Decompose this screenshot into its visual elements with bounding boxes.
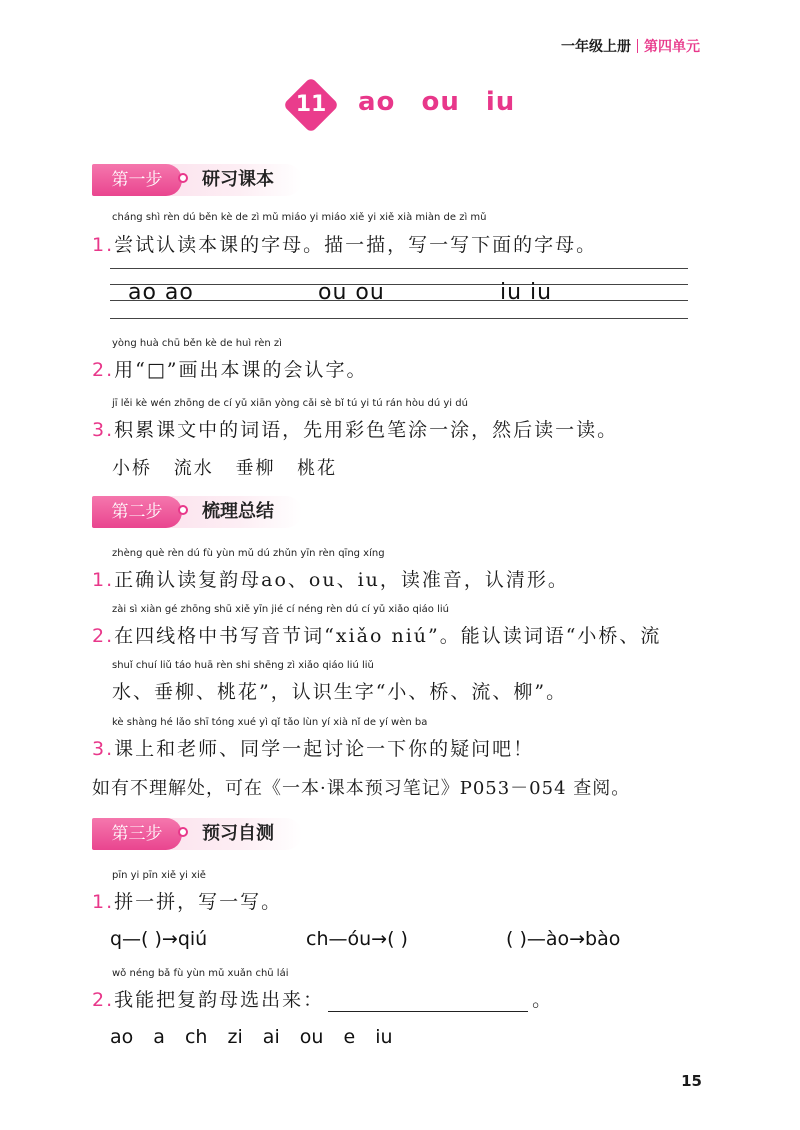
write-iu: iu iu <box>500 280 553 305</box>
pinyin-s3q1: pīn yi pīn xiě yi xiě <box>112 870 206 881</box>
spell-item-3: ( )—ào→bào <box>506 928 621 950</box>
question-number: 1. <box>92 234 115 256</box>
header-divider <box>637 39 638 53</box>
pinyin-s1q3: jī lěi kè wén zhōng de cí yǔ xiān yòng cǎi sè bǐ tú yi tú rán hòu dú yi dú <box>112 398 468 409</box>
grade-label: 一年级上册 <box>561 39 631 55</box>
question-s2q2-line2: 水、垂柳、桃花”，认识生字“小、桥、流、柳”。 <box>112 681 568 703</box>
step-label: 第三步 <box>92 818 182 850</box>
section-label: 预习自测 <box>202 823 274 844</box>
question-number: 2. <box>92 989 115 1011</box>
question-s2q1 <box>92 565 569 592</box>
pinyin-s2q2: zài sì xiàn gé zhōng shū xiě yīn jié cí néng rèn dú cí yǔ xiǎo qiáo liú <box>112 604 449 615</box>
pinyin-s1q1: cháng shì rèn dú běn kè de zì mǔ miáo yi miáo xiě yi xiě xià miàn de zì mǔ <box>112 212 487 223</box>
question-text: 正确认读复韵母ao、ou、iu，读准音，认清形。 <box>114 569 569 591</box>
question-s1q3 <box>92 415 618 442</box>
section-label: 梳理总结 <box>202 501 274 522</box>
page-number: 15 <box>681 1072 702 1090</box>
dot-icon <box>178 173 188 183</box>
question-number: 1. <box>92 569 115 591</box>
option-list: ao a ch zi ai ou e iu <box>110 1026 393 1048</box>
writing-line-3 <box>110 300 688 301</box>
question-text: 在四线格中书写音节词“xiǎo niú”。能认读词语“小桥、流 <box>114 625 662 647</box>
question-text: 我能把复韵母选出来： <box>114 989 325 1011</box>
step-label: 第一步 <box>92 164 182 196</box>
lesson-number-badge <box>286 80 336 130</box>
question-text: 积累课文中的词语，先用彩色笔涂一涂，然后读一读。 <box>114 419 619 441</box>
answer-blank[interactable] <box>328 995 528 1012</box>
page-header <box>561 36 700 56</box>
section-header-3 <box>92 816 302 852</box>
spell-item-2: ch—óu→( ) <box>306 928 408 950</box>
section-header-1 <box>92 162 302 198</box>
question-s2q3 <box>92 734 534 761</box>
question-end: 。 <box>532 989 554 1011</box>
question-number: 1. <box>92 891 115 913</box>
question-text: 拼一拼，写一写。 <box>114 891 283 913</box>
question-number: 2. <box>92 625 115 647</box>
reference-note: 如有不理解处，可在《一本·课本预习笔记》P053－054 查阅。 <box>92 778 631 799</box>
writing-line-2 <box>110 284 688 285</box>
writing-line-1 <box>110 268 688 269</box>
section-label: 研习课本 <box>202 169 274 190</box>
pinyin-s2q3: kè shàng hé lǎo shī tóng xué yì qǐ tǎo lùn yí xià nǐ de yí wèn ba <box>112 717 428 728</box>
pinyin-s2q1: zhèng què rèn dú fù yùn mǔ dú zhǔn yīn rèn qīng xíng <box>112 548 385 559</box>
vocab-words: 小桥 流水 垂柳 桃花 <box>112 458 338 479</box>
question-text: 尝试认读本课的字母。描一描，写一写下面的字母。 <box>114 234 598 256</box>
pinyin-s3q2: wǒ néng bǎ fù yùn mǔ xuǎn chū lái <box>112 968 289 979</box>
write-ou: ou ou <box>318 280 385 305</box>
question-s2q2 <box>92 621 661 648</box>
question-number: 3. <box>92 738 115 760</box>
question-number: 3. <box>92 419 115 441</box>
lesson-title: ao ou iu <box>358 87 516 117</box>
spell-item-1: q—( )→qiú <box>110 928 208 950</box>
dot-icon <box>178 827 188 837</box>
pinyin-s2q2-line2: shuǐ chuí liǔ táo huā rèn shi shēng zì xiǎo qiáo liú liǔ <box>112 660 374 671</box>
question-s1q1 <box>92 230 597 257</box>
step-label: 第二步 <box>92 496 182 528</box>
question-s3q2 <box>92 985 553 1012</box>
write-ao: ao ao <box>128 280 194 305</box>
writing-line-4 <box>110 318 688 319</box>
question-text: 课上和老师、同学一起讨论一下你的疑问吧！ <box>114 738 535 760</box>
question-s1q2 <box>92 355 368 382</box>
lesson-number: 11 <box>295 92 327 117</box>
dot-icon <box>178 505 188 515</box>
question-s3q1 <box>92 887 282 914</box>
question-number: 2. <box>92 359 115 381</box>
question-text: 用“□”画出本课的会认字。 <box>114 359 368 381</box>
section-header-2 <box>92 494 302 530</box>
unit-label: 第四单元 <box>644 39 700 55</box>
pinyin-s1q2: yòng huà chū běn kè de huì rèn zì <box>112 338 282 349</box>
